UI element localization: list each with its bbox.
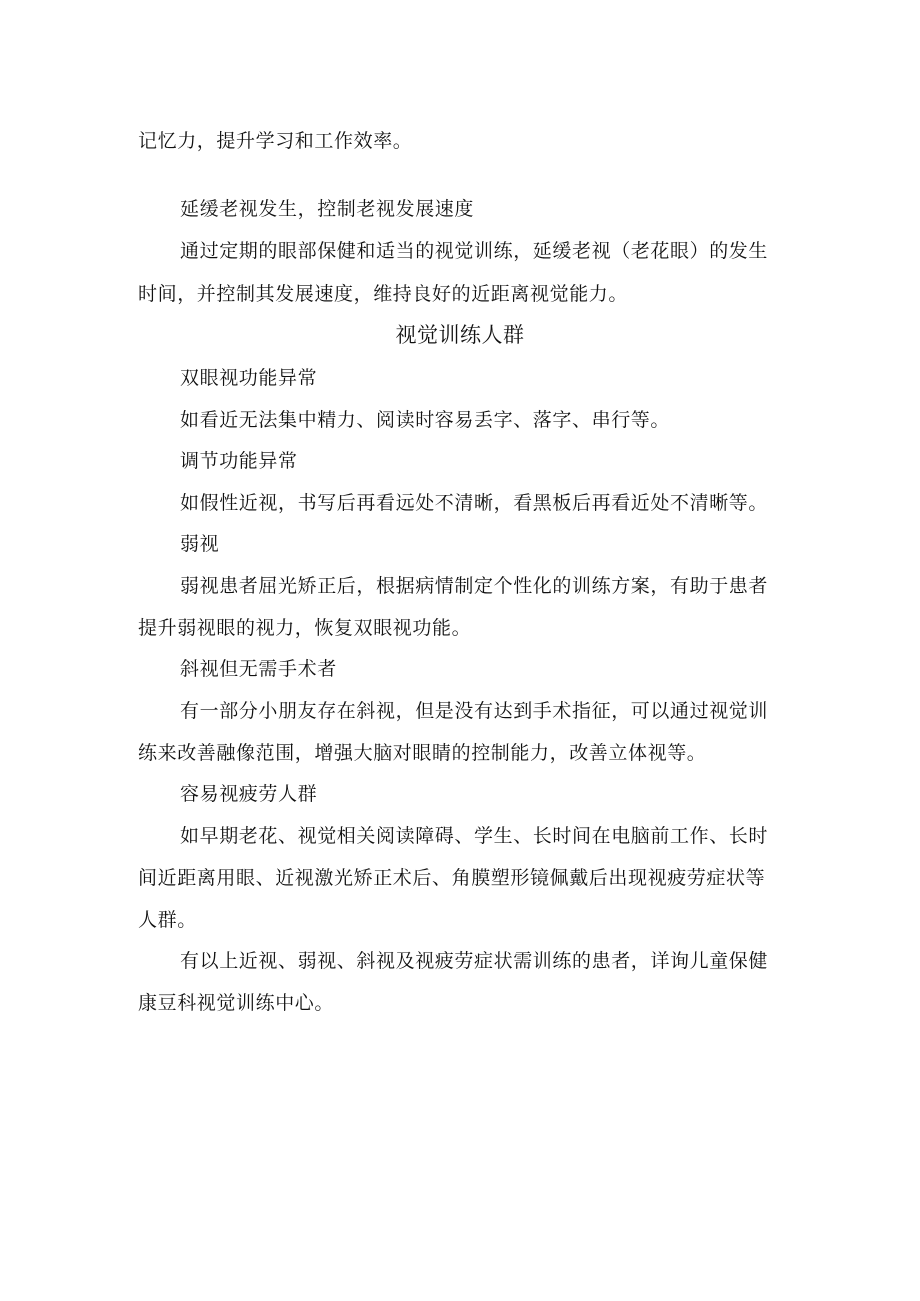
closing-line-1: 有以上近视、弱视、斜视及视疲劳症状需训练的患者，详询儿童保健 bbox=[180, 950, 769, 972]
section-title: 视觉训练人群 bbox=[395, 323, 525, 347]
group-heading-binocular: 双眼视功能异常 bbox=[180, 367, 318, 389]
group-text-fatigue-line-1: 如早期老花、视觉相关阅读障碍、学生、长时间在电脑前工作、长时 bbox=[180, 825, 769, 847]
group-text-amblyopia-line-2: 提升弱视眼的视力，恢复双眼视功能。 bbox=[138, 617, 472, 639]
group-heading-amblyopia: 弱视 bbox=[180, 533, 220, 555]
group-text-fatigue-line-3: 人群。 bbox=[138, 909, 197, 931]
group-heading-accommodation: 调节功能异常 bbox=[180, 450, 298, 472]
presbyopia-text-line-1: 通过定期的眼部保健和适当的视觉训练，延缓老视（老花眼）的发生 bbox=[180, 240, 769, 262]
group-heading-fatigue: 容易视疲劳人群 bbox=[180, 783, 318, 805]
presbyopia-text-line-2: 时间，并控制其发展速度，维持良好的近距离视觉能力。 bbox=[138, 283, 629, 305]
group-text-strabismus-line-1: 有一部分小朋友存在斜视，但是没有达到手术指征，可以通过视觉训 bbox=[180, 700, 769, 722]
presbyopia-heading: 延缓老视发生，控制老视发展速度 bbox=[180, 198, 475, 220]
group-text-accommodation-line-1: 如假性近视，书写后再看远处不清晰，看黑板后再看近处不清晰等。 bbox=[180, 492, 769, 514]
group-heading-strabismus: 斜视但无需手术者 bbox=[180, 658, 337, 680]
group-text-amblyopia-line-1: 弱视患者屈光矫正后，根据病情制定个性化的训练方案，有助于患者 bbox=[180, 575, 769, 597]
closing-line-2: 康豆科视觉训练中心。 bbox=[138, 992, 335, 1014]
group-text-binocular-line-1: 如看近无法集中精力、阅读时容易丢字、落字、串行等。 bbox=[180, 409, 671, 431]
group-text-strabismus-line-2: 练来改善融像范围，增强大脑对眼睛的控制能力，改善立体视等。 bbox=[138, 742, 707, 764]
intro-line-1: 记忆力，提升学习和工作效率。 bbox=[138, 130, 413, 152]
group-text-fatigue-line-2: 间近距离用眼、近视激光矫正术后、角膜塑形镜佩戴后出现视疲劳症状等 bbox=[138, 867, 766, 889]
